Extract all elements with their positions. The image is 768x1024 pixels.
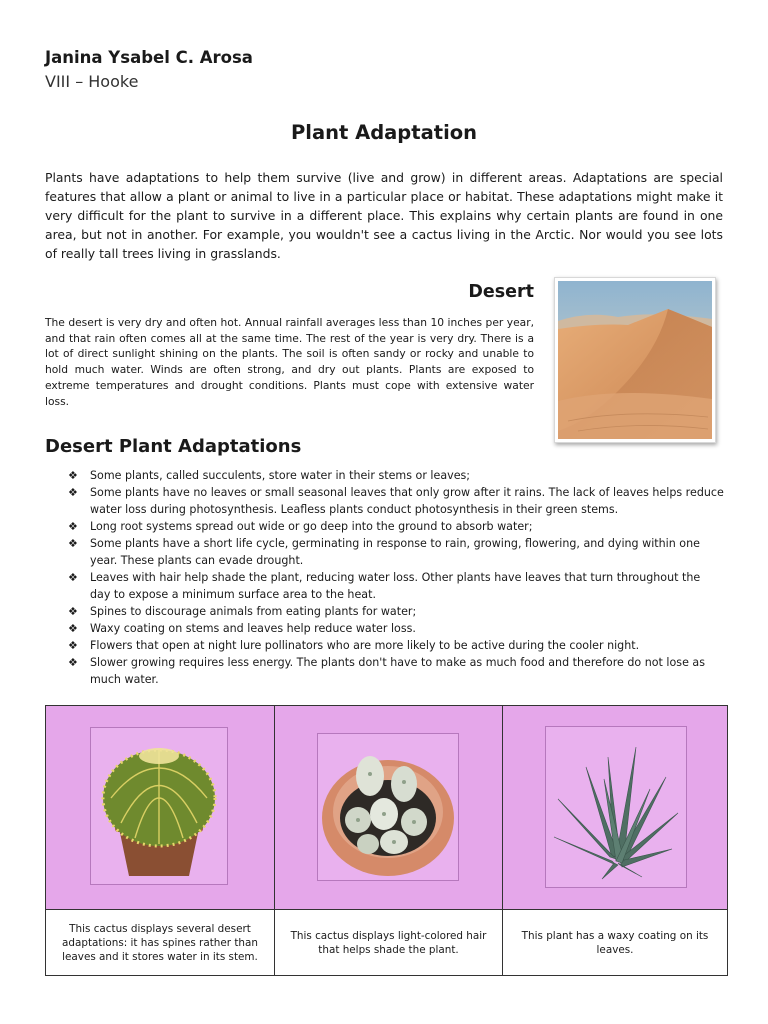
list-item: ❖ Spines to discourage animals from eating plants for water; xyxy=(68,605,417,618)
hairy-cactus-image xyxy=(318,734,458,880)
list-item: ❖ Waxy coating on stems and leaves help reduce water loss. xyxy=(68,622,416,635)
class-section: VIII – Hooke xyxy=(45,72,139,91)
diamond-bullet-icon: ❖ xyxy=(68,571,78,584)
diamond-bullet-icon: ❖ xyxy=(68,656,78,669)
barrel-cactus-caption: This cactus displays several desert adaptations: it has spines rather than leaves and it stores water in its stem. xyxy=(46,909,274,975)
adaptations-heading: Desert Plant Adaptations xyxy=(45,436,302,457)
diamond-bullet-icon: ❖ xyxy=(68,622,78,635)
diamond-bullet-icon: ❖ xyxy=(68,537,78,550)
agave-photo xyxy=(545,726,687,888)
agave-cell xyxy=(502,706,727,909)
list-item: ❖ Some plants have a short life cycle, germinating in response to rain, growing, flowering, and dying within one year. These plants can evade drought. xyxy=(68,537,700,567)
agave-image xyxy=(546,727,686,887)
agave-caption: This plant has a waxy coating on its leaves. xyxy=(502,909,727,975)
barrel-cactus-cell xyxy=(46,706,274,909)
adaptations-list xyxy=(68,467,724,688)
desert-dunes-photo xyxy=(554,277,716,443)
page-title: Plant Adaptation xyxy=(290,121,478,144)
diamond-bullet-icon: ❖ xyxy=(68,486,78,499)
hairy-cactus-caption: This cactus displays light-colored hair that helps shade the plant. xyxy=(274,909,502,975)
list-item: ❖ Some plants have no leaves or small seasonal leaves that only grow after it rains. The lack of leaves helps reduce water loss during photosynthesis. Leafless plants conduct photosynthesis in their green stems. xyxy=(68,486,724,516)
diamond-bullet-icon: ❖ xyxy=(68,469,78,482)
list-item: ❖ Long root systems spread out wide or go deep into the ground to absorb water; xyxy=(68,520,533,533)
diamond-bullet-icon: ❖ xyxy=(68,520,78,533)
desert-heading: Desert xyxy=(468,282,534,302)
plant-photo-table xyxy=(45,705,728,976)
diamond-bullet-icon: ❖ xyxy=(68,639,78,652)
list-item: ❖ Slower growing requires less energy. The plants don't have to make as much food and therefore do not lose as much water. xyxy=(68,656,705,686)
desert-paragraph: The desert is very dry and often hot. Annual rainfall averages less than 10 inches per year, and that rain often comes all at the same time. The rest of the year is very dry. There is a lot of direct sunlight shining on the plants. The soil is often sandy or rocky and unable to hold much water. Winds are often strong, and dry out plants. Plants are exposed to extreme temperatures and drought conditions. Plants must cope with extensive water loss. xyxy=(45,316,534,408)
hairy-cactus-photo xyxy=(317,733,459,881)
author-name: Janina Ysabel C. Arosa xyxy=(45,48,253,67)
list-item: ❖ Leaves with hair help shade the plant, reducing water loss. Other plants have leaves that turn throughout the day to expose a minimum surface area to the heat. xyxy=(68,571,701,601)
desert-dunes-image xyxy=(558,281,712,439)
list-item: ❖ Some plants, called succulents, store water in their stems or leaves; xyxy=(68,469,471,482)
intro-paragraph: Plants have adaptations to help them survive (live and grow) in different areas. Adaptations are special features that allow a plant or animal to live in a particular place or habitat. These adaptations might make it very difficult for the plant to survive in a different place. This explains why certain plants are found in one area, but not in another. For example, you wouldn't see a cactus living in the Arctic. Nor would you see lots of really tall trees living in grasslands. xyxy=(45,170,723,261)
barrel-cactus-image xyxy=(91,728,227,884)
diamond-bullet-icon: ❖ xyxy=(68,605,78,618)
list-item: ❖ Flowers that open at night lure pollinators who are more likely to be active during the cooler night. xyxy=(68,639,640,652)
hairy-cactus-cell xyxy=(274,706,502,909)
barrel-cactus-photo xyxy=(90,727,228,885)
